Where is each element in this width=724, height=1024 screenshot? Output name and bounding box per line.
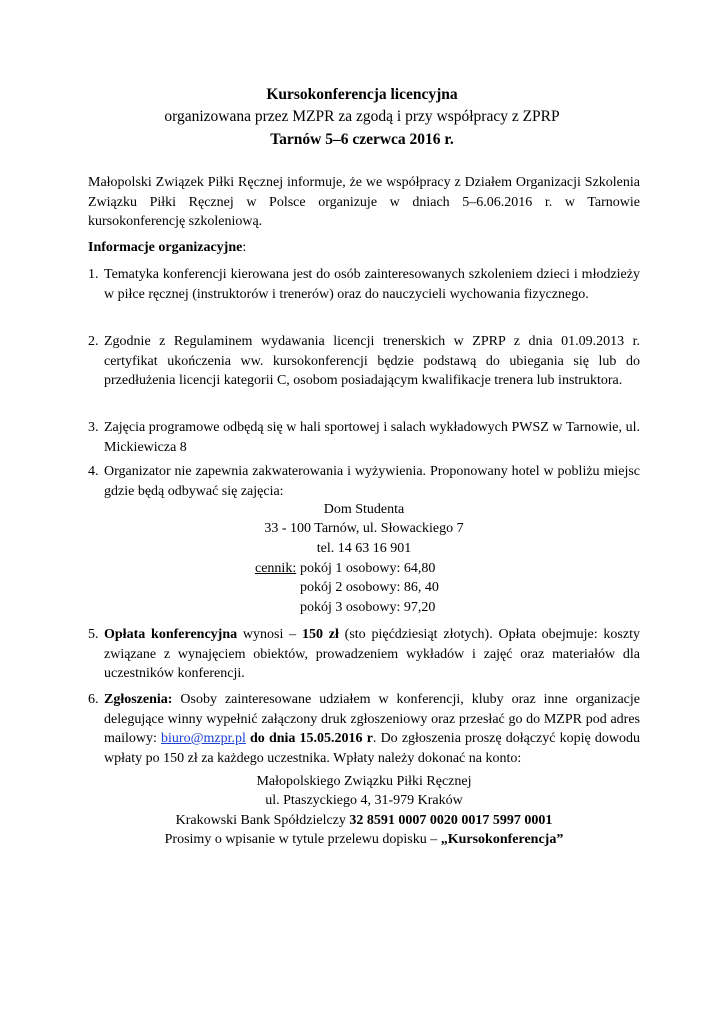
transfer-note-text: Prosimy o wpisanie w tytule przelewu dopisku – — [164, 832, 441, 847]
list-item-number: 3. — [88, 420, 99, 435]
list-item-number: 1. — [88, 267, 99, 282]
document-title: Kursokonferencja licencyjna — [266, 86, 458, 103]
list-item-number: 4. — [88, 464, 99, 479]
list-item-number: 5. — [88, 627, 99, 642]
account-number: 32 8591 0007 0020 0017 5997 0001 — [349, 813, 553, 828]
bank-account-line — [88, 811, 640, 831]
fee-label: Opłata konferencyjna — [104, 627, 238, 642]
document-place-date: Tarnów 5–6 czerwca 2016 r. — [270, 131, 454, 148]
registration-deadline: do dnia 15.05.2016 r — [245, 731, 373, 746]
list-item — [88, 332, 640, 391]
list-item — [88, 265, 640, 304]
registration-text-a: Osoby zainteresowane udziałem w konferencji, kluby oraz inne organizacje delegujące winny wypełnić załączony druk zgłoszeniowy oraz przesłać go do MZPR pod adres mailowy: — [104, 692, 640, 746]
list-item — [88, 462, 640, 501]
price-list-label: cennik: — [255, 561, 297, 576]
account-address: ul. Ptaszyckiego 4, 31-979 Kraków — [265, 793, 463, 808]
bank-name: Krakowski Bank Spółdzielczy — [175, 813, 350, 828]
info-heading-colon: : — [242, 240, 247, 255]
document-subtitle: organizowana przez MZPR za zgodą i przy współpracy z ZPRP — [164, 108, 560, 125]
fee-text-b: (sto pięćdziesiąt złotych). Opłata obejmuje: koszty związane z wynajęciem obiektów, prowadzeniem wykładów i zajęć oraz materiałów dla uczestników konferencji. — [104, 627, 640, 681]
fee-amount: 150 zł — [301, 627, 339, 642]
list-item-number: 6. — [88, 692, 99, 707]
price-room-3: pokój 3 osobowy: 97,20 — [300, 600, 436, 615]
transfer-note — [88, 830, 640, 850]
hotel-phone: tel. 14 63 16 901 — [316, 541, 412, 556]
list-item — [88, 418, 640, 457]
list-item-text — [104, 690, 640, 768]
intro-paragraph: Małopolski Związek Piłki Ręcznej informuje, że we współpracy z Działem Organizacji Szkolenia Związku Piłki Ręcznej w Polsce organizuje w dniach 5–6.06.2016 r. w Tarnowie kursokonferencję szkoleniową. — [88, 175, 640, 229]
list-item-text: Organizator nie zapewnia zakwaterowania i wyżywienia. Proponowany hotel w pobliżu miejsc gdzie będą odbywać się zajęcia: — [104, 464, 640, 499]
info-heading — [88, 240, 246, 256]
list-item — [88, 625, 640, 684]
hotel-address: 33 - 100 Tarnów, ul. Słowackiego 7 — [264, 521, 464, 536]
info-heading-text: Informacje organizacyjne — [88, 240, 243, 255]
list-item-text: Tematyka konferencji kierowana jest do osób zainteresowanych szkoleniem dzieci i młodzieży w piłce ręcznej (instruktorów i trenerów) oraz do nauczycieli wychowania fizycznego. — [104, 267, 640, 302]
price-room-1: pokój 1 osobowy: 64,80 — [300, 561, 436, 576]
price-room-2: pokój 2 osobowy: 86, 40 — [300, 580, 439, 595]
registration-text-b: . Do zgłoszenia proszę dołączyć kopię dowodu wpłaty po 150 zł za każdego uczestnika. Wpłaty należy dokonać na konto: — [104, 731, 640, 766]
list-item-text — [104, 625, 640, 684]
transfer-note-title: „Kursokonferencja” — [440, 832, 564, 847]
email-link[interactable]: biuro@mzpr.pl — [161, 731, 246, 746]
list-item-number: 2. — [88, 334, 99, 349]
list-item-text: Zajęcia programowe odbędą się w hali sportowej i salach wykładowych PWSZ w Tarnowie, ul. Mickiewicza 8 — [104, 420, 640, 455]
account-holder: Małopolskiego Związku Piłki Ręcznej — [256, 774, 472, 789]
list-item-text: Zgodnie z Regulaminem wydawania licencji trenerskich w ZPRP z dnia 01.09.2013 r. certyfikat ukończenia ww. kursokonferencji będzie podstawą do ubiegania się lub do przedłużenia licencji kategorii C, osobom posiadającym kwalifikacje trenera lub instruktora. — [104, 334, 640, 388]
hotel-name: Dom Studenta — [323, 502, 405, 517]
fee-text-a: wynosi – — [237, 627, 302, 642]
registration-label: Zgłoszenia: — [104, 692, 173, 707]
list-item — [88, 690, 640, 768]
